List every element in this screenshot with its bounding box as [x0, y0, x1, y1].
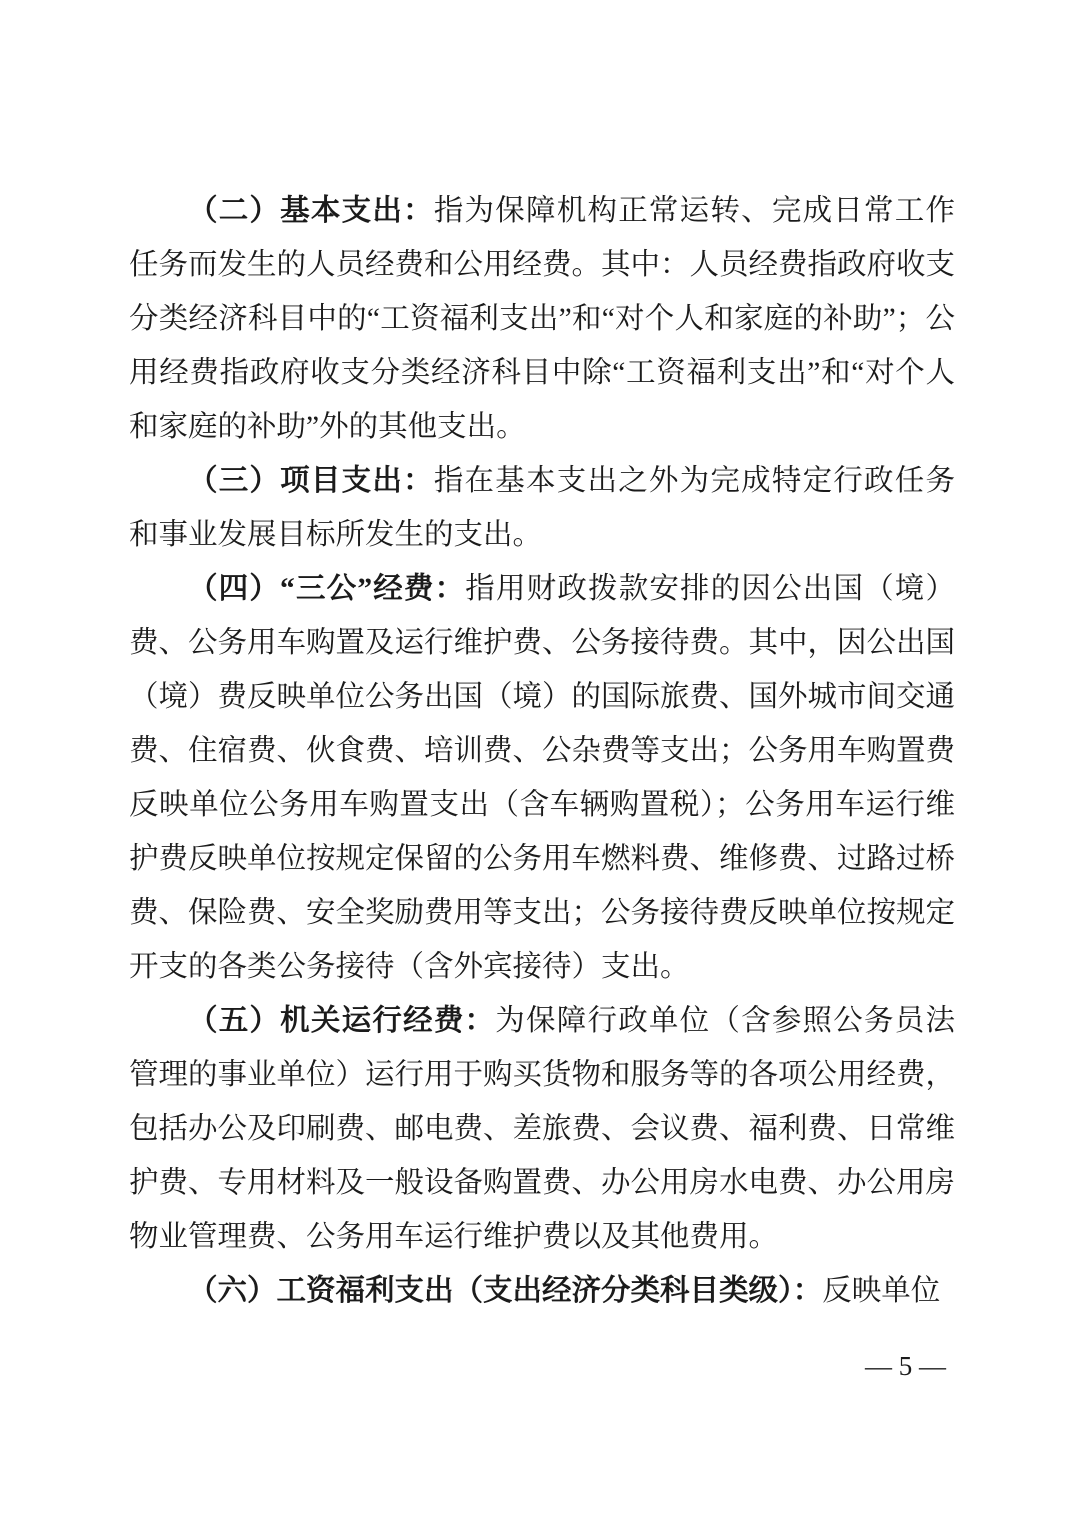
paragraph-heading: （三）项目支出： — [188, 465, 434, 497]
paragraph-project-expenditure — [129, 454, 955, 562]
paragraph-body: 反映单位 — [822, 1275, 941, 1307]
paragraph-salary-welfare-expenditure — [129, 1264, 955, 1318]
paragraph-heading: （六）工资福利支出（支出经济分类科目类级）： — [188, 1275, 823, 1307]
paragraph-agency-operating-funds — [129, 994, 955, 1264]
document-body — [129, 184, 955, 1318]
page-footer — [865, 1346, 946, 1386]
paragraph-body: 指用财政拨款安排的因公出国（境）费、公务用车购置及运行维护费、公务接待费。其中，因公出国（境）费反映单位公务出国（境）的国际旅费、国外城市间交通费、住宿费、伙食费、培训费、公杂费等支出；公务用车购置费反映单位公务用车购置支出（含车辆购置税）；公务用车运行维护费反映单位按规定保留的公务用车燃料费、维修费、过路过桥费、保险费、安全奖励费用等支出；公务接待费反映单位按规定开支的各类公务接待（含外宾接待）支出。 — [129, 573, 956, 983]
paragraph-heading: （四）“三公”经费： — [188, 573, 466, 605]
paragraph-body: 指为保障机构正常运转、完成日常工作任务而发生的人员经费和公用经费。其中：人员经费指政府收支分类经济科目中的“工资福利支出”和“对个人和家庭的补助”；公用经费指政府收支分类经济科目中除“工资福利支出”和“对个人和家庭的补助”外的其他支出。 — [129, 195, 956, 443]
paragraph-basic-expenditure — [129, 184, 955, 454]
paragraph-body: 为保障行政单位（含参照公务员法管理的事业单位）运行用于购买货物和服务等的各项公用经费，包括办公及印刷费、邮电费、差旅费、会议费、福利费、日常维护费、专用材料及一般设备购置费、办公用房水电费、办公用房物业管理费、公务用车运行维护费以及其他费用。 — [129, 1005, 956, 1253]
page-number: — 5 — — [865, 1351, 946, 1381]
paragraph-heading: （二）基本支出： — [188, 195, 434, 227]
paragraph-three-public-funds — [129, 562, 955, 994]
paragraph-heading: （五）机关运行经费： — [188, 1005, 496, 1037]
paragraph-body: 指在基本支出之外为完成特定行政任务和事业发展目标所发生的支出。 — [129, 465, 955, 551]
